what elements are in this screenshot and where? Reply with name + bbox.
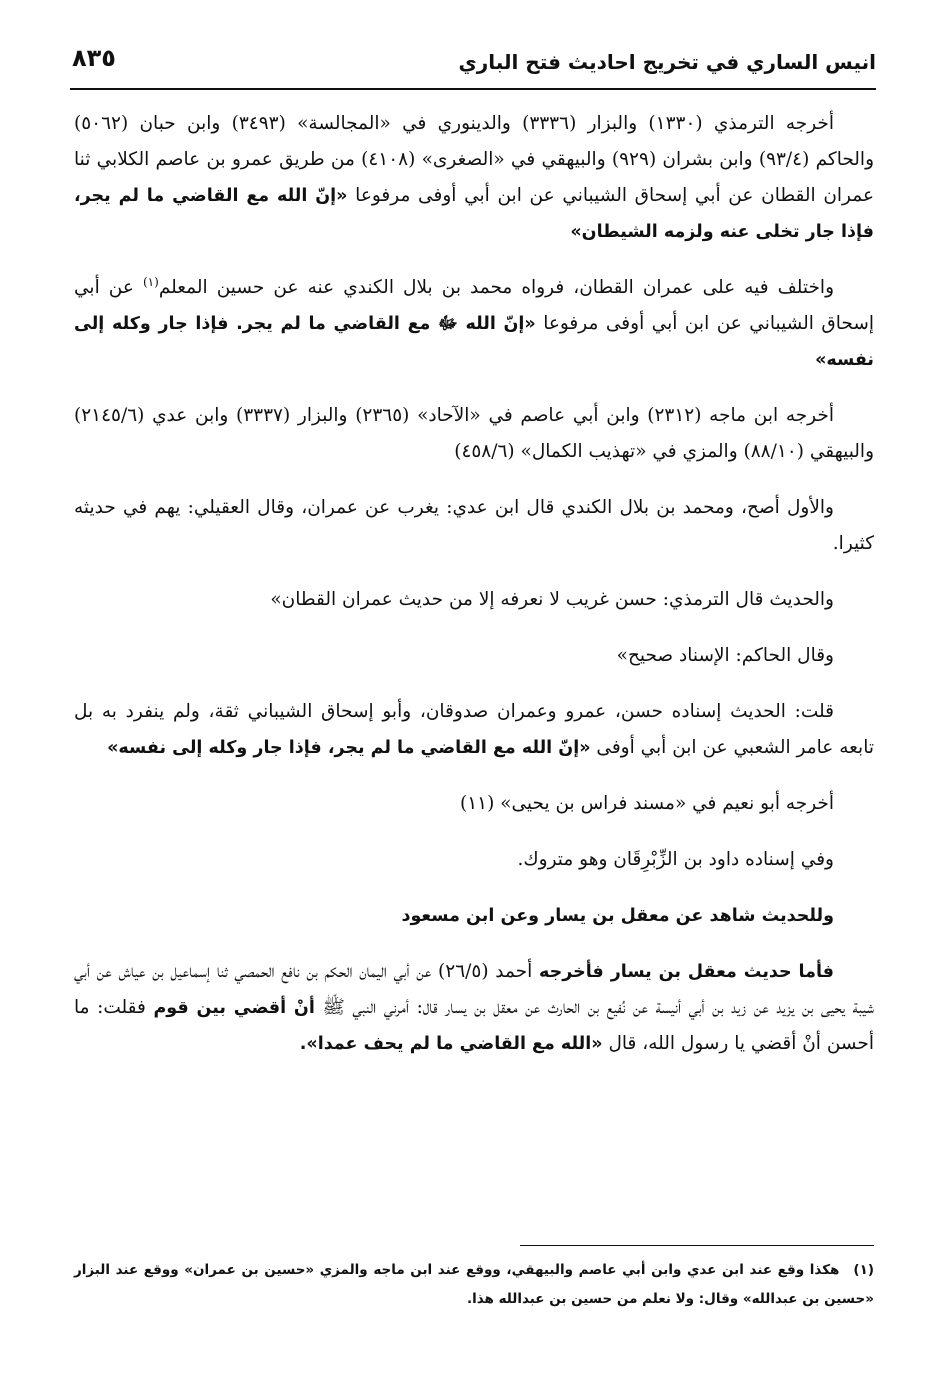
footnote-separator: [520, 1245, 874, 1246]
paragraph-7: قلت: الحديث إسناده حسن، عمرو وعمران صدوقان، وأبو إسحاق الشيباني ثقة، ولم ينفرد به بل تابعه عامر الشعبي عن ابن أبي أوفى «إنّ الله مع القاضي ما لم يجر، فإذا جار وكله إلى نفسه»: [74, 701, 874, 758]
paragraph-8: أخرجه أبو نعيم في «مسند فراس بن يحيى» (١١): [459, 793, 834, 814]
paragraph-4: والأول أصح، ومحمد بن بلال الكندي قال ابن عدي: يغرب عن عمران، وقال العقيلي: يهم في حديثه كثيرا.: [74, 497, 874, 554]
footnote-number: (١): [853, 1262, 874, 1278]
paragraph-9: وفي إسناده داود بن الزِّبْرِقَان وهو متروك.: [517, 849, 834, 870]
paragraph-6: وقال الحاكم: الإسناد صحيح»: [616, 645, 834, 666]
paragraph-3: أخرجه ابن ماجه (٢٣١٢) وابن أبي عاصم في «الآحاد» (٢٣٦٥) والبزار (٣٣٣٧) وابن عدي (٢١٤٥/٦) والبيهقي (٨٨/١٠) والمزي في «تهذيب الكمال» (٤٥٨/٦): [74, 405, 874, 462]
footnote-text: هكذا وقع عند ابن عدي وابن أبي عاصم والبيهقي، ووقع عند ابن ماجه والمزي «حسين بن عمران» ووقع عند البزار «حسين بن عبدالله» وقال: ولا نعلم من حسين بن عبدالله هذا.: [74, 1262, 874, 1307]
paragraph-11: فأما حديث معقل بن يسار فأخرجه أحمد (٢٦/٥) عن أبي اليمان الحكم بن نافع الحمصي ثنا إسماعيل بن عياش عن أبي شيبة يحيى بن يزيد عن زيد بن أبي أنيسة عن نُفيع بن الحارث عن معقل بن يسار قال: أمرني النبي ﷺ أنْ أقضي بين قوم فقلت: ما أحسن أنْ أقضي يا رسول الله، قال «الله مع القاضي ما لم يحف عمدا».: [74, 961, 874, 1054]
page-number: ٨٣٥: [72, 44, 116, 72]
paragraph-5: والحديث قال الترمذي: حسن غريب لا نعرفه إلا من حديث عمران القطان»: [270, 589, 834, 610]
footnote-ref[interactable]: (١): [142, 274, 159, 289]
paragraph-2: واختلف فيه على عمران القطان، فرواه محمد بن بلال الكندي عنه عن حسين المعلم$^{(١)}$ عن أبي إسحاق الشيباني عن ابن أبي أوفى مرفوعا «إنّ الله ﷻ مع القاضي ما لم يجر. فإذا جار وكله إلى نفسه»: [74, 274, 874, 370]
running-title: انيس الساري في تخريج احاديث فتح الباري: [458, 50, 876, 74]
paragraph-10: وللحديث شاهد عن معقل بن يسار وعن ابن مسعود: [401, 906, 834, 926]
page-header: [70, 40, 876, 90]
main-text: [74, 106, 874, 1082]
footnote: [74, 1256, 874, 1314]
paragraph-1: أخرجه الترمذي (١٣٣٠) والبزار (٣٣٣٦) والدينوري في «المجالسة» (٣٤٩٣) وابن حبان (٥٠٦٢) والحاكم (٩٣/٤) وابن بشران (٩٢٩) والبيهقي في «الصغرى» (٤١٠٨) من طريق عمرو بن عاصم الكلابي ثنا عمران القطان عن أبي إسحاق الشيباني عن ابن أبي أوفى مرفوعا «إنّ الله مع القاضي ما لم يجر، فإذا جار تخلى عنه ولزمه الشيطان»: [74, 113, 875, 242]
